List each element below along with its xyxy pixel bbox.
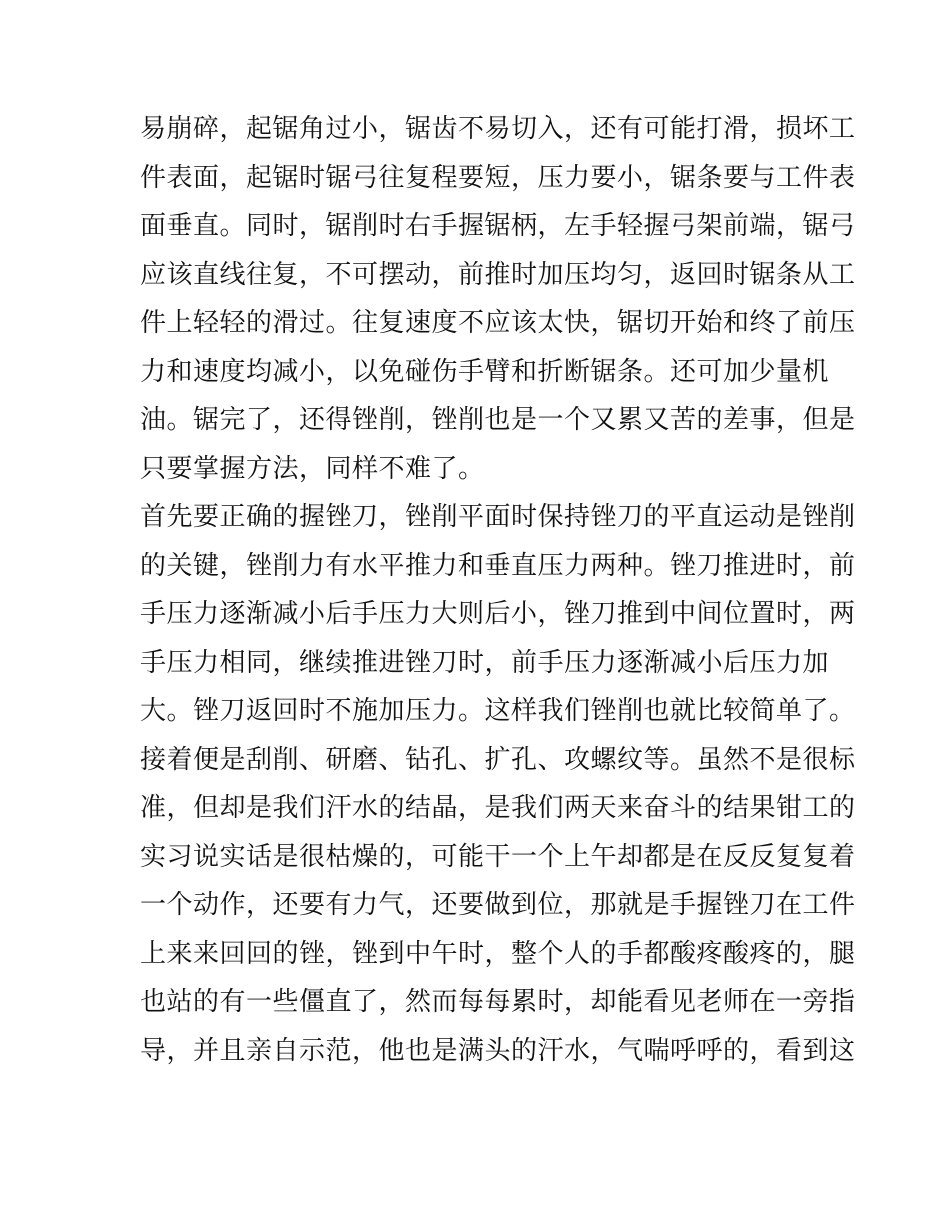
text-line: 实习说实话是很枯燥的，可能干一个上午却都是在反反复复着 <box>140 841 856 872</box>
text-line: 油。锯完了，还得锉削，锉削也是一个又累又苦的差事，但是 <box>140 405 856 435</box>
body-text <box>140 105 856 1075</box>
text-line: 件上轻轻的滑过。往复速度不应该太快，锯切开始和终了前压 <box>140 308 856 338</box>
text-line: 面垂直。同时，锯削时右手握锯柄，左手轻握弓架前端，锯弓 <box>140 211 856 241</box>
text-line: 手压力相同，继续推进锉刀时，前手压力逐渐减小后压力加 <box>140 647 830 678</box>
text-line: 应该直线往复，不可摆动，前推时加压均匀，返回时锯条从工 <box>140 259 856 290</box>
text-line: 力和速度均减小，以免碰伤手臂和折断锯条。还可加少量机 <box>140 356 830 387</box>
text-line: 准，但却是我们汗水的结晶，是我们两天来奋斗的结果钳工的 <box>140 793 856 823</box>
text-line: 的关键，锉削力有水平推力和垂直压力两种。锉刀推进时，前 <box>140 550 856 581</box>
text-line: 也站的有一些僵直了，然而每每累时，却能看见老师在一旁指 <box>140 987 856 1017</box>
text-line: 上来来回回的锉，锉到中午时，整个人的手都酸疼酸疼的，腿 <box>140 938 856 969</box>
text-line: 件表面，起锯时锯弓往复程要短，压力要小，锯条要与工件表 <box>140 162 856 193</box>
text-line: 只要掌握方法，同样不难了。 <box>140 453 485 484</box>
text-line: 一个动作，还要有力气，还要做到位，那就是手握锉刀在工件 <box>140 890 856 920</box>
text-line: 易崩碎，起锯角过小，锯齿不易切入，还有可能打滑，损坏工 <box>140 114 856 144</box>
text-line: 导，并且亲自示范，他也是满头的汗水，气喘呼呼的，看到这 <box>140 1035 856 1066</box>
text-line: 接着便是刮削、研磨、钻孔、扩孔、攻螺纹等。虽然不是很标 <box>140 744 856 775</box>
text-line: 首先要正确的握锉刀，锉削平面时保持锉刀的平直运动是锉削 <box>140 502 856 532</box>
text-line: 大。锉刀返回时不施加压力。这样我们锉削也就比较简单了。 <box>140 696 856 726</box>
text-line: 手压力逐渐减小后手压力大则后小，锉刀推到中间位置时，两 <box>140 599 856 629</box>
